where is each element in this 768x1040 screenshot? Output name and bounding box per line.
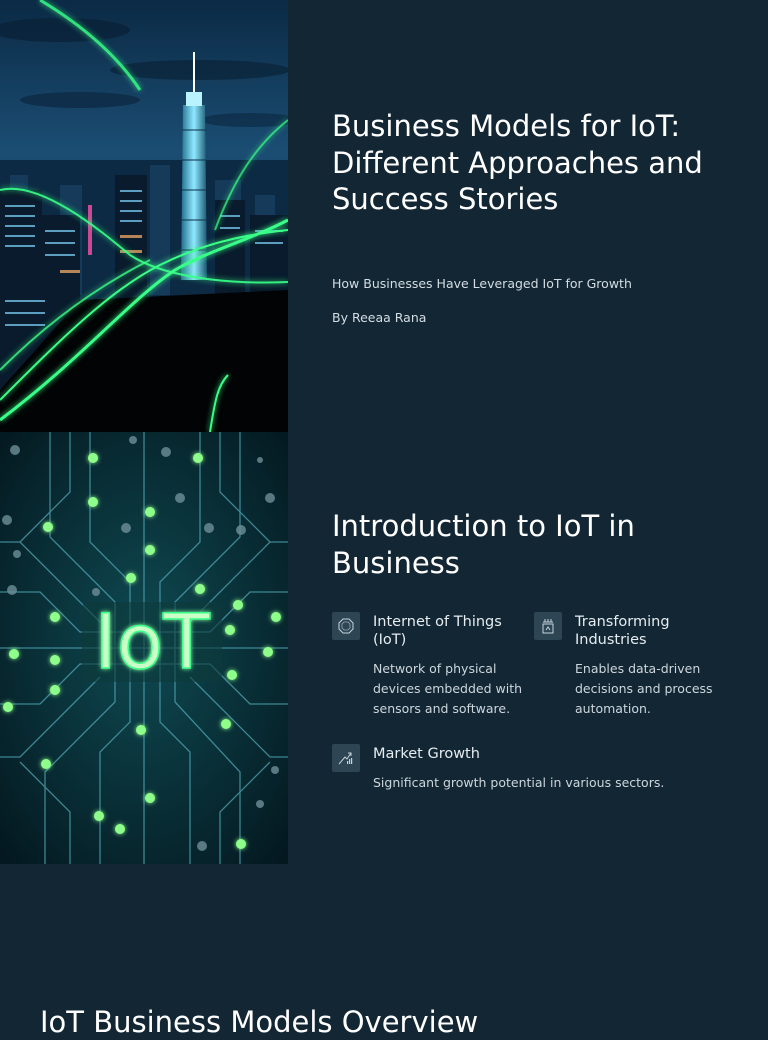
iot-glow-text: IoT xyxy=(94,597,210,686)
section-title: IoT Business Models Overview xyxy=(40,1005,479,1039)
feature-description: Significant growth potential in various sectors. xyxy=(373,775,665,790)
feature-title: Market Growth xyxy=(373,746,480,762)
smart-city-image xyxy=(0,0,288,432)
chip-icon xyxy=(332,612,360,640)
growth-chart-icon xyxy=(332,744,360,772)
feature-market-growth xyxy=(332,744,732,804)
feature-title: Transforming Industries xyxy=(575,614,670,648)
feature-transforming-industries xyxy=(534,612,734,732)
factory-icon xyxy=(534,612,562,640)
slide-title xyxy=(0,0,768,432)
presentation-author: By Reeaa Rana xyxy=(332,310,427,325)
feature-description: Network of physical devices embedded with sensors and software. xyxy=(373,661,523,716)
feature-internet-of-things xyxy=(332,612,522,732)
feature-description: Enables data-driven decisions and process automation. xyxy=(575,661,713,716)
slide-introduction xyxy=(0,432,768,864)
slide-business-models-overview xyxy=(0,864,768,1039)
iot-circuit-image xyxy=(0,432,288,864)
section-title: Introduction to IoT in Business xyxy=(332,509,635,580)
feature-title: Internet of Things (IoT) xyxy=(373,614,502,648)
presentation-subtitle: How Businesses Have Leveraged IoT for Growth xyxy=(332,276,632,291)
presentation-title: Business Models for IoT: Different Approaches and Success Stories xyxy=(332,109,703,216)
